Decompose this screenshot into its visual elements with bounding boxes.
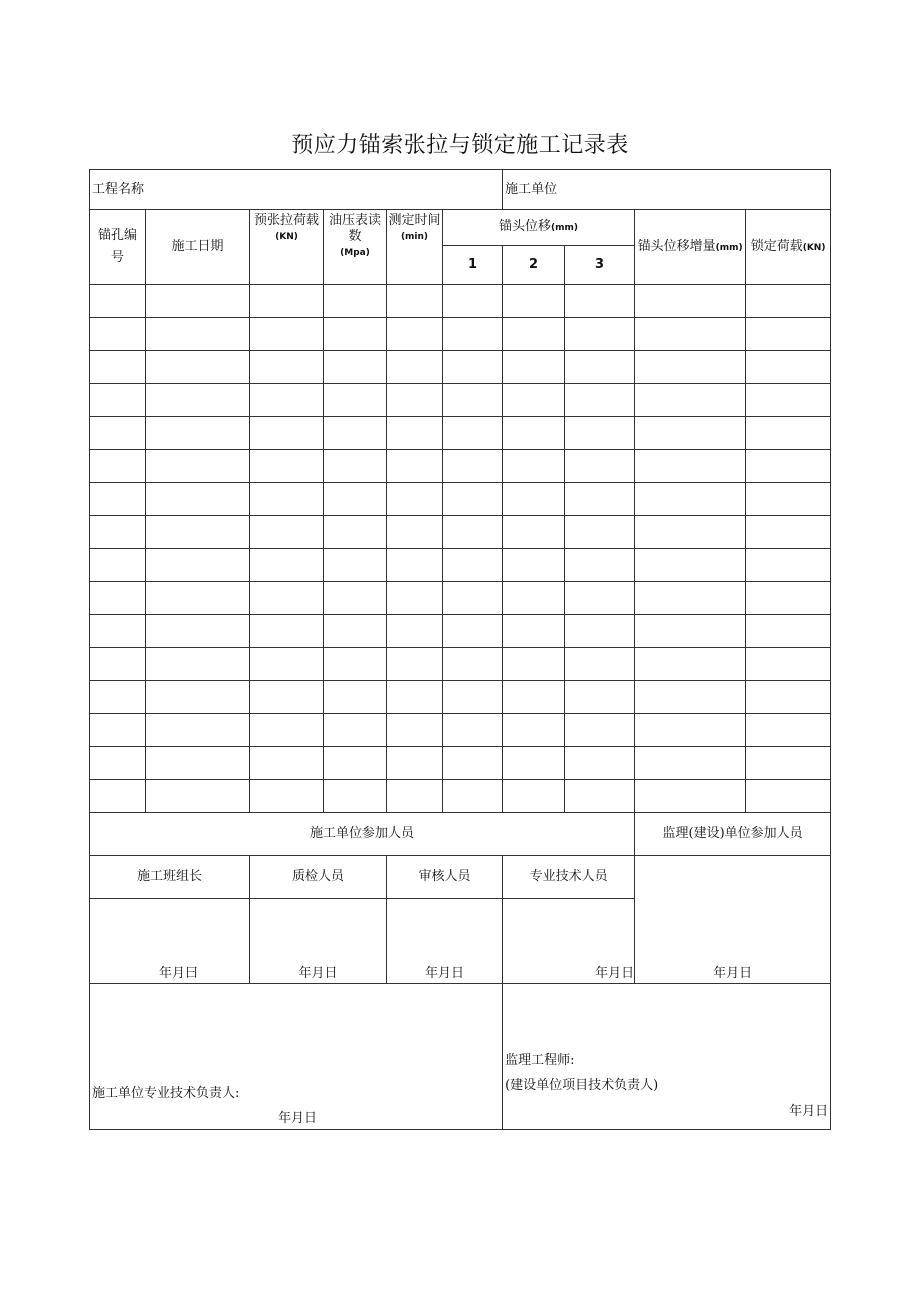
data-cell[interactable] xyxy=(250,615,324,648)
data-cell[interactable] xyxy=(90,483,146,516)
data-cell[interactable] xyxy=(90,285,146,318)
data-cell[interactable] xyxy=(746,681,831,714)
data-cell[interactable] xyxy=(443,780,503,813)
header-construction-date-label: 施工日期 xyxy=(171,239,224,254)
data-cell[interactable] xyxy=(635,780,746,813)
data-cell[interactable] xyxy=(635,450,746,483)
participants-header-row xyxy=(90,813,831,856)
data-cell[interactable] xyxy=(746,615,831,648)
data-cell[interactable] xyxy=(387,450,443,483)
role-team-leader-label: 施工班组长 xyxy=(136,869,202,884)
data-cell[interactable] xyxy=(503,483,565,516)
data-cell[interactable] xyxy=(250,648,324,681)
data-cell[interactable] xyxy=(565,747,635,780)
data-cell[interactable] xyxy=(503,318,565,351)
table-row xyxy=(90,285,831,318)
data-cell[interactable] xyxy=(387,351,443,384)
data-cell[interactable] xyxy=(250,549,324,582)
data-cell[interactable] xyxy=(635,681,746,714)
data-cell[interactable] xyxy=(635,483,746,516)
tech-lead-label: 施工单位专业技术负责人: xyxy=(92,1086,240,1101)
reviewer-date: 年月日 xyxy=(425,966,465,981)
project-row xyxy=(90,170,831,210)
owner-lead-label: (建设单位项目技术负责人) xyxy=(505,1078,659,1093)
data-cell[interactable] xyxy=(565,417,635,450)
data-cell[interactable] xyxy=(324,384,387,417)
table-row xyxy=(90,384,831,417)
footer-row xyxy=(90,984,831,1130)
data-cell[interactable] xyxy=(387,318,443,351)
data-cell[interactable] xyxy=(746,450,831,483)
team-leader-signature-cell[interactable] xyxy=(90,899,250,984)
header-oil-pressure-label: 油压表读数 xyxy=(328,213,381,244)
data-cell[interactable] xyxy=(503,747,565,780)
data-cell[interactable] xyxy=(387,681,443,714)
header-hole-no xyxy=(90,210,146,285)
data-cell[interactable] xyxy=(90,582,146,615)
data-cell[interactable] xyxy=(746,648,831,681)
data-cell[interactable] xyxy=(90,318,146,351)
header-construction-date xyxy=(146,210,250,285)
header-disp-col-2: 2 xyxy=(503,246,565,285)
data-cell[interactable] xyxy=(746,384,831,417)
data-cell[interactable] xyxy=(90,615,146,648)
header-measure-time xyxy=(387,210,443,285)
data-cell[interactable] xyxy=(635,417,746,450)
data-cell[interactable] xyxy=(146,549,250,582)
data-cell[interactable] xyxy=(565,318,635,351)
data-cell[interactable] xyxy=(146,582,250,615)
table-row xyxy=(90,450,831,483)
role-reviewer xyxy=(387,856,503,899)
data-cell[interactable] xyxy=(146,648,250,681)
data-cell[interactable] xyxy=(565,582,635,615)
data-cell[interactable] xyxy=(503,780,565,813)
header-lock-load xyxy=(746,210,831,285)
data-cell[interactable] xyxy=(565,714,635,747)
data-cell[interactable] xyxy=(635,384,746,417)
data-cell[interactable] xyxy=(443,681,503,714)
data-cell[interactable] xyxy=(250,384,324,417)
header-pretension-load-label: 预张拉荷载 xyxy=(253,213,319,228)
data-cell[interactable] xyxy=(146,285,250,318)
data-cell[interactable] xyxy=(90,516,146,549)
data-cell[interactable] xyxy=(146,483,250,516)
data-cell[interactable] xyxy=(250,417,324,450)
data-cell[interactable] xyxy=(387,648,443,681)
data-cell[interactable] xyxy=(565,351,635,384)
data-cell[interactable] xyxy=(503,615,565,648)
supervision-participants-header xyxy=(635,813,831,856)
header-oil-pressure xyxy=(324,210,387,285)
data-cell[interactable] xyxy=(324,549,387,582)
data-cell[interactable] xyxy=(387,780,443,813)
header-pretension-load xyxy=(250,210,324,285)
header-hole-no-label: 锚孔编号 xyxy=(97,228,137,265)
data-cell[interactable] xyxy=(443,549,503,582)
header-disp-col-1: 1 xyxy=(443,246,503,285)
data-cell[interactable] xyxy=(250,450,324,483)
data-cell[interactable] xyxy=(90,780,146,813)
data-cell[interactable] xyxy=(503,516,565,549)
technical-staff-signature-cell[interactable] xyxy=(503,899,635,984)
role-team-leader xyxy=(90,856,250,899)
data-cell[interactable] xyxy=(635,648,746,681)
data-cell[interactable] xyxy=(443,483,503,516)
data-cell[interactable] xyxy=(503,681,565,714)
data-cell[interactable] xyxy=(90,549,146,582)
data-cell[interactable] xyxy=(635,714,746,747)
data-cell[interactable] xyxy=(503,648,565,681)
construction-participants-label: 施工单位参加人员 xyxy=(310,826,415,841)
data-cell[interactable] xyxy=(635,549,746,582)
header-anchor-disp-label: 锚头位移 xyxy=(499,219,552,234)
tech-lead-cell[interactable] xyxy=(90,984,503,1130)
data-cell[interactable] xyxy=(387,384,443,417)
construction-unit-label: 施工单位 xyxy=(505,181,558,197)
data-cell[interactable] xyxy=(746,780,831,813)
data-cell[interactable] xyxy=(250,681,324,714)
header-lock-load-unit: (KN) xyxy=(802,242,826,253)
quality-inspector-signature-cell[interactable] xyxy=(250,899,387,984)
data-cell[interactable] xyxy=(565,615,635,648)
data-cell[interactable] xyxy=(146,384,250,417)
data-cell[interactable] xyxy=(324,780,387,813)
data-cell[interactable] xyxy=(443,714,503,747)
data-cell[interactable] xyxy=(387,747,443,780)
data-cell[interactable] xyxy=(503,384,565,417)
data-cell[interactable] xyxy=(324,648,387,681)
data-cell[interactable] xyxy=(565,549,635,582)
data-cell[interactable] xyxy=(90,714,146,747)
data-cell[interactable] xyxy=(146,747,250,780)
data-cell[interactable] xyxy=(90,351,146,384)
data-cell[interactable] xyxy=(565,516,635,549)
supervisor-cell[interactable] xyxy=(503,984,831,1130)
data-cell[interactable] xyxy=(250,582,324,615)
data-cell[interactable] xyxy=(443,582,503,615)
header-disp-increment-unit: (mm) xyxy=(715,242,743,253)
supervision-signature-cell[interactable] xyxy=(635,856,831,984)
reviewer-signature-cell[interactable] xyxy=(387,899,503,984)
header-measure-time-label: 测定时间 xyxy=(388,213,441,228)
data-cell[interactable] xyxy=(324,483,387,516)
table-row xyxy=(90,318,831,351)
data-cell[interactable] xyxy=(565,384,635,417)
table-row xyxy=(90,714,831,747)
data-cell[interactable] xyxy=(387,417,443,450)
data-cell[interactable] xyxy=(746,285,831,318)
role-quality-inspector-label: 质检人员 xyxy=(291,869,344,884)
table-row xyxy=(90,582,831,615)
header-lock-load-label: 锁定荷载 xyxy=(750,238,803,254)
table-row xyxy=(90,351,831,384)
data-cell[interactable] xyxy=(90,747,146,780)
data-cell[interactable] xyxy=(635,747,746,780)
roles-row xyxy=(90,856,831,899)
data-cell[interactable] xyxy=(250,714,324,747)
data-cell[interactable] xyxy=(635,615,746,648)
data-cell[interactable] xyxy=(503,351,565,384)
data-cell[interactable] xyxy=(146,714,250,747)
data-cell[interactable] xyxy=(443,351,503,384)
table-row xyxy=(90,615,831,648)
data-cell[interactable] xyxy=(250,351,324,384)
data-cell[interactable] xyxy=(503,714,565,747)
data-cell[interactable] xyxy=(746,549,831,582)
data-cell[interactable] xyxy=(250,780,324,813)
data-cell[interactable] xyxy=(443,648,503,681)
table-row xyxy=(90,648,831,681)
header-measure-time-unit: (min) xyxy=(400,232,429,242)
data-cell[interactable] xyxy=(635,351,746,384)
data-cell[interactable] xyxy=(90,648,146,681)
data-cell[interactable] xyxy=(250,747,324,780)
header-row-1 xyxy=(90,210,831,246)
supervision-date: 年月日 xyxy=(713,966,753,981)
data-cell[interactable] xyxy=(146,417,250,450)
construction-participants-header xyxy=(90,813,635,856)
table-row xyxy=(90,780,831,813)
data-cell[interactable] xyxy=(565,648,635,681)
project-name-cell[interactable] xyxy=(90,170,503,210)
role-technical-staff-label: 专业技术人员 xyxy=(529,869,608,884)
data-cell[interactable] xyxy=(565,681,635,714)
data-cell[interactable] xyxy=(746,582,831,615)
data-cell[interactable] xyxy=(90,417,146,450)
table-row xyxy=(90,549,831,582)
data-cell[interactable] xyxy=(146,318,250,351)
page-title: 预应力锚索张拉与锁定施工记录表 xyxy=(291,133,629,158)
role-reviewer-label: 审核人员 xyxy=(418,869,471,884)
data-cell[interactable] xyxy=(443,285,503,318)
team-leader-date: 年月曰 xyxy=(158,966,198,981)
data-cell[interactable] xyxy=(565,483,635,516)
data-cell[interactable] xyxy=(146,615,250,648)
data-cell[interactable] xyxy=(443,318,503,351)
data-cell[interactable] xyxy=(746,747,831,780)
supervisor-label: 监理工程师: xyxy=(505,1053,575,1068)
data-cell[interactable] xyxy=(146,450,250,483)
supervision-participants-label: 监理(建设)单位参加人员 xyxy=(662,826,803,841)
data-cell[interactable] xyxy=(443,384,503,417)
data-cell[interactable] xyxy=(635,318,746,351)
tech-lead-date: 年月日 xyxy=(278,1111,318,1126)
table-row xyxy=(90,516,831,549)
role-quality-inspector xyxy=(250,856,387,899)
data-cell[interactable] xyxy=(443,747,503,780)
quality-inspector-date: 年月日 xyxy=(298,966,338,981)
table-row xyxy=(90,483,831,516)
data-cell[interactable] xyxy=(90,384,146,417)
data-cell[interactable] xyxy=(387,516,443,549)
data-cell[interactable] xyxy=(146,780,250,813)
data-cell[interactable] xyxy=(746,318,831,351)
data-cell[interactable] xyxy=(324,582,387,615)
data-cell[interactable] xyxy=(443,417,503,450)
data-cell[interactable] xyxy=(746,714,831,747)
project-name-label: 工程名称 xyxy=(92,181,145,197)
header-pretension-load-unit: (KN) xyxy=(275,232,298,242)
data-cell[interactable] xyxy=(503,285,565,318)
data-cell[interactable] xyxy=(146,681,250,714)
data-cell[interactable] xyxy=(503,549,565,582)
data-cell[interactable] xyxy=(443,516,503,549)
technical-staff-date: 年月日 xyxy=(595,966,635,981)
data-cell[interactable] xyxy=(503,582,565,615)
data-cell[interactable] xyxy=(324,450,387,483)
data-cell[interactable] xyxy=(387,615,443,648)
role-technical-staff xyxy=(503,856,635,899)
data-cell[interactable] xyxy=(324,681,387,714)
data-cell[interactable] xyxy=(387,483,443,516)
data-cell[interactable] xyxy=(565,780,635,813)
supervisor-date: 年月日 xyxy=(789,1104,829,1119)
data-cell[interactable] xyxy=(324,516,387,549)
header-disp-col-3: 3 xyxy=(565,246,635,285)
data-cell[interactable] xyxy=(635,516,746,549)
data-cell[interactable] xyxy=(324,615,387,648)
data-cell[interactable] xyxy=(503,450,565,483)
data-cell[interactable] xyxy=(635,582,746,615)
data-cell[interactable] xyxy=(90,681,146,714)
data-cell[interactable] xyxy=(250,318,324,351)
construction-unit-cell[interactable] xyxy=(503,170,831,210)
data-cell[interactable] xyxy=(443,450,503,483)
data-cell[interactable] xyxy=(565,285,635,318)
data-cell[interactable] xyxy=(250,285,324,318)
data-cell[interactable] xyxy=(387,714,443,747)
data-cell[interactable] xyxy=(746,483,831,516)
data-cell[interactable] xyxy=(324,318,387,351)
data-cell[interactable] xyxy=(387,285,443,318)
table-row xyxy=(90,417,831,450)
table-row xyxy=(90,747,831,780)
data-cell[interactable] xyxy=(146,516,250,549)
data-cell[interactable] xyxy=(635,285,746,318)
data-cell[interactable] xyxy=(324,285,387,318)
data-cell[interactable] xyxy=(324,714,387,747)
data-cell[interactable] xyxy=(746,417,831,450)
data-cell[interactable] xyxy=(387,549,443,582)
record-table xyxy=(89,169,831,1130)
data-cell[interactable] xyxy=(324,747,387,780)
header-anchor-disp xyxy=(443,210,635,246)
data-cell[interactable] xyxy=(250,483,324,516)
header-oil-pressure-unit: (Mpa) xyxy=(340,248,370,258)
table-row xyxy=(90,681,831,714)
data-cell[interactable] xyxy=(443,615,503,648)
header-disp-increment-label: 锚头位移增量 xyxy=(637,238,716,254)
data-cell[interactable] xyxy=(503,417,565,450)
data-cell[interactable] xyxy=(746,516,831,549)
header-anchor-disp-unit: (mm) xyxy=(551,223,579,233)
data-cell[interactable] xyxy=(324,417,387,450)
header-disp-increment xyxy=(635,210,746,285)
data-cell[interactable] xyxy=(146,351,250,384)
data-cell[interactable] xyxy=(387,582,443,615)
data-cell[interactable] xyxy=(90,450,146,483)
data-cell[interactable] xyxy=(250,516,324,549)
data-cell[interactable] xyxy=(746,351,831,384)
data-cell[interactable] xyxy=(324,351,387,384)
data-cell[interactable] xyxy=(565,450,635,483)
